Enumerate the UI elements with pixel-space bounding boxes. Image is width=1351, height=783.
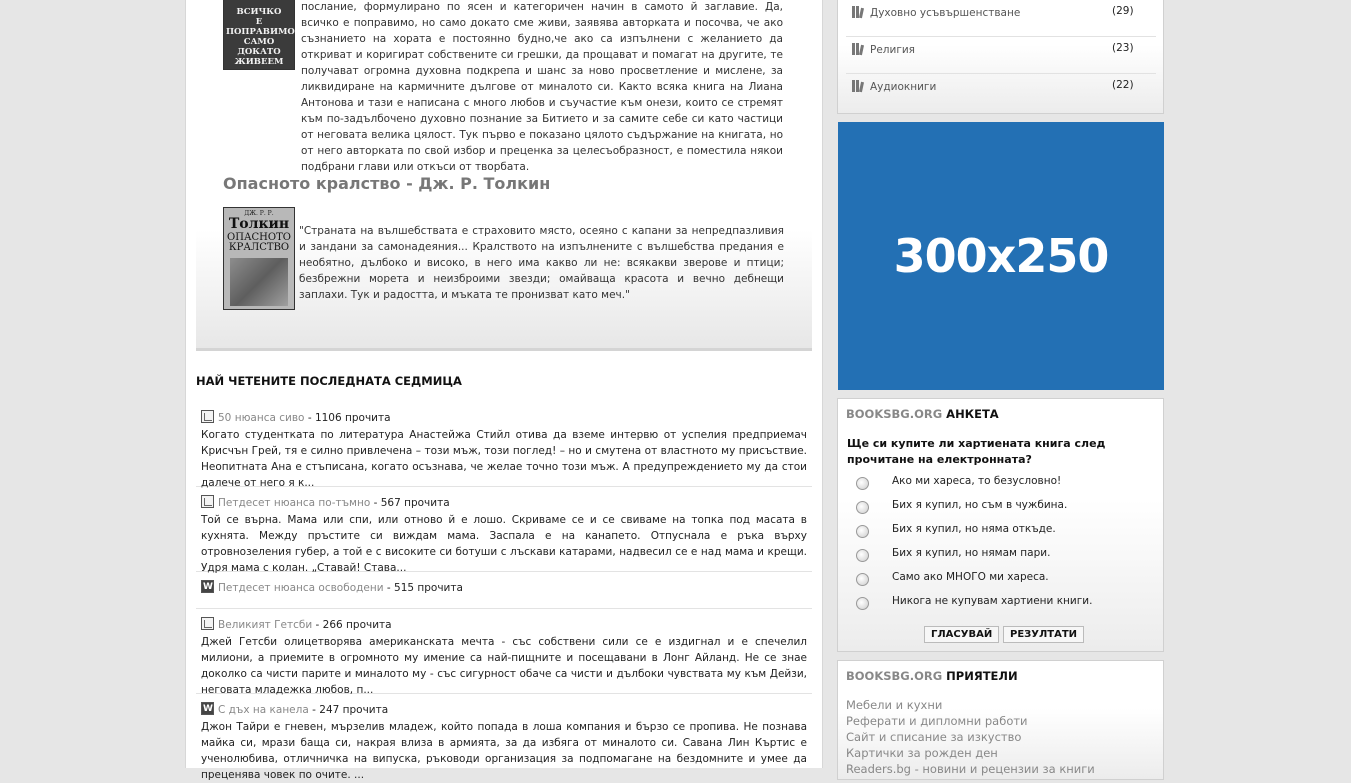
books-icon [852, 80, 866, 92]
poll-box: BOOKSBG.ORG АНКЕТА Ще си купите ли хартиената книга след прочитане на електронната? Ако ми хареса, то безусловно! Бих я купил, но съм в чужбина. Бих я купил, но няма откъде. Бих я купил, но нямам пари. Само ако МНОГО ми хареса. Никога не купувам хартиени книги. ГЛАСУВАЙ РЕЗУЛТАТИ [837, 398, 1164, 652]
book-link[interactable]: Петдесет нюанса освободени [218, 582, 384, 594]
book-excerpt: Джон Тайри е гневен, мързелив младеж, който попада в лоша компания и бързо се пропива. Не познава майка си, мрази баща си, накрая влиза в армията, за да избяга от миналото си. Савана Лин Къртис е ученолюбива, отличничка на випуска, ръководи организация за подпомагане на бездомните и умее да преценява човек по очите. ... [201, 721, 807, 781]
category-item[interactable]: Духовно усъвършенстване (29) [846, 0, 1156, 37]
featured-books-panel [196, 0, 812, 351]
book-link[interactable]: С дъх на канела [218, 704, 309, 716]
categories-box [837, 0, 1164, 114]
radio-button[interactable] [856, 597, 869, 610]
friend-link[interactable]: Реферати и дипломни работи [846, 714, 1028, 728]
friend-link[interactable]: Картички за рожден ден [846, 746, 998, 760]
book-quote: "Страната на вълшебствата е страховито място, осеяно с капани за непредпазливия и зандани за самонадеяния... Кралството на изпълнените с вълшебства предания е необятно, дълбоко и високо, в него има какво ли не: всякакви зверове и птици; безбрежни морета и неизброими звезди; омайваща красота и вечно дебнещи заплахи. Тук и радостта, и мъката те пронизват като меч." [299, 225, 784, 301]
ad-banner[interactable]: 300x250 [838, 122, 1164, 390]
book-link[interactable]: 50 нюанса сиво [218, 412, 305, 424]
category-item[interactable]: Религия (23) [846, 36, 1156, 74]
book-excerpt: Той се върна. Мама или спи, или отново й е лошо. Скриваме се и се свиваме на топка под масата в кухнята. Между пръстите си виждам мама. Заспала е на канапето. Отпуснала е ръка върху отровнозеления губер, а той е с високите си ботуши с лъскави катарами, надвесил се е над мама и крещи. Удря мама с колан. „Ставай! Става... [201, 514, 807, 574]
friends-box [837, 660, 1164, 780]
book-excerpt: Джей Гетсби олицетворява американската мечта - със собствени сили се е издигнал и е спечелил милиони, а приемите в огромното му имение са най-пищните и посещавани в Лонг Айланд. Не се знае доколко са чисти парите и миналото му - със сигурност обаче са чисти и дълбоки чувствата му към Дейзи, неговата младежка любов, п... [201, 636, 807, 696]
list-item: 50 нюанса сиво - 1106 прочита Когато студентката по литература Анастейжа Стийл отива да вземе интервю от успелия предприемач Крисчън Грей, тя е силно привлечена – този мъж, този поглед! – но и смутена от властното му присъствие. Неопитната Ана е стъписана, когато осъзнава, че желае точно този мъж. А предупреждението му да стои далече от него я к... [196, 410, 812, 487]
friends-title: BOOKSBG.ORG ПРИЯТЕЛИ [846, 669, 1018, 683]
radio-button[interactable] [856, 549, 869, 562]
books-icon [852, 43, 866, 55]
results-button[interactable]: РЕЗУЛТАТИ [1003, 626, 1084, 643]
list-item: WС дъх на канела - 247 прочита Джон Тайри е гневен, мързелив младеж, който попада в лоша компания и бързо се пропива. Не познава майка си, мрази баща си, накрая влиза в армията, за да избяга от миналото си. Савана Лин Къртис е ученолюбива, отличничка на випуска, ръководи организация за подпомагане на бездомните и умее да преценява човек по очите. ... [196, 702, 812, 778]
radio-button[interactable] [856, 573, 869, 586]
list-item: Петдесет нюанса по-тъмно - 567 прочита Той се върна. Мама или спи, или отново й е лошо. Скриваме се и се свиваме на топка под масата в кухнята. Между пръстите си виждам мама. Заспала е на канапето. Отпуснала е ръка върху отровнозеления губер, а той е с високите си ботуши с лъскави катарами, надвесил се е над мама и крещи. Удря мама с колан. „Ставай! Става... [196, 495, 812, 572]
pdf-icon [201, 410, 214, 423]
word-icon [201, 702, 214, 715]
friend-link[interactable]: Сайт и списание за изкуство [846, 730, 1022, 744]
books-icon [852, 6, 866, 18]
friend-link[interactable]: Readers.bg - новини и рецензии за книги [846, 762, 1095, 776]
radio-button[interactable] [856, 501, 869, 514]
pdf-icon [201, 617, 214, 630]
poll-question: Ще си купите ли хартиената книга след прочитане на електронната? [847, 437, 1106, 466]
cover-title: ВСИЧКО Е ПОПРАВИМО САМО ДОКАТО ЖИВЕЕМ [226, 7, 295, 67]
category-item[interactable]: Аудиокниги (22) [846, 73, 1156, 110]
radio-button[interactable] [856, 477, 869, 490]
friend-link[interactable]: Мебели и кухни [846, 698, 943, 712]
cover-illustration [230, 258, 288, 306]
word-icon [201, 580, 214, 593]
list-item: Великият Гетсби - 266 прочита Джей Гетсби олицетворява американската мечта - със собствени сили се е издигнал и е спечелил милиони, а приемите в огромното му имение са най-пищните и посещавани в Лонг Айланд. Не се знае доколко са чисти парите и миналото му - със сигурност обаче са чисти и дълбоки чувствата му към Дейзи, неговата младежка любов, п... [196, 617, 812, 694]
most-read-heading: НАЙ ЧЕТЕНИТЕ ПОСЛЕДНАТА СЕДМИЦА [196, 374, 462, 388]
poll-title: BOOKSBG.ORG АНКЕТА [846, 407, 999, 421]
book-link[interactable]: Петдесет нюанса по-тъмно [218, 497, 371, 509]
book-excerpt: Когато студентката по литература Анастейжа Стийл отива да вземе интервю от успелия предприемач Крисчън Грей, тя е силно привлечена – този мъж, този поглед! – но и смутена от властното му присъствие. Неопитната Ана е стъписана, когато осъзнава, че желае точно този мъж. А предупреждението му да стои далече от него я к... [201, 429, 807, 489]
radio-button[interactable] [856, 525, 869, 538]
book-cover-image[interactable]: ДЖ. Р. Р. Толкин ОПАСНОТО КРАЛСТВО [223, 207, 295, 310]
book-description: послание, формулирано по ясен и категоричен начин в самото й заглавие. Да, всичко е поправимо, но само докато сме живи, заявява авторката и посочва, че ако съзнанието на хората е постоянно будно,че ако са изпълнени с желанието да откриват и коригират собствените си грешки, да прощават и помагат на другите, те получават огромна духовна подкрепа и шанс за ново просветление и мислене, за ликвидиране на кармичните дългове от миналото си. Както всяка книга на Лиана Антонова и тази е написана с много любов и съучастие към онези, които се стремят към по-задълбочено духовно познание за Битието и за самите себе си като частици от неговата велика цялост. Тук първо е показано цялото съдържание на книгата, но от него авторката по свой избор и преценка за целесъобразност, е поместила някои подбрани глави или откъси от творбата. [301, 1, 783, 173]
book-link[interactable]: Великият Гетсби [218, 619, 313, 631]
list-item: WПетдесет нюанса освободени - 515 прочита [196, 580, 812, 609]
vote-button[interactable]: ГЛАСУВАЙ [924, 626, 999, 643]
pdf-icon [201, 495, 214, 508]
main-content [185, 0, 823, 781]
book-title-link[interactable]: Опасното кралство - Дж. Р. Толкин [223, 174, 551, 193]
